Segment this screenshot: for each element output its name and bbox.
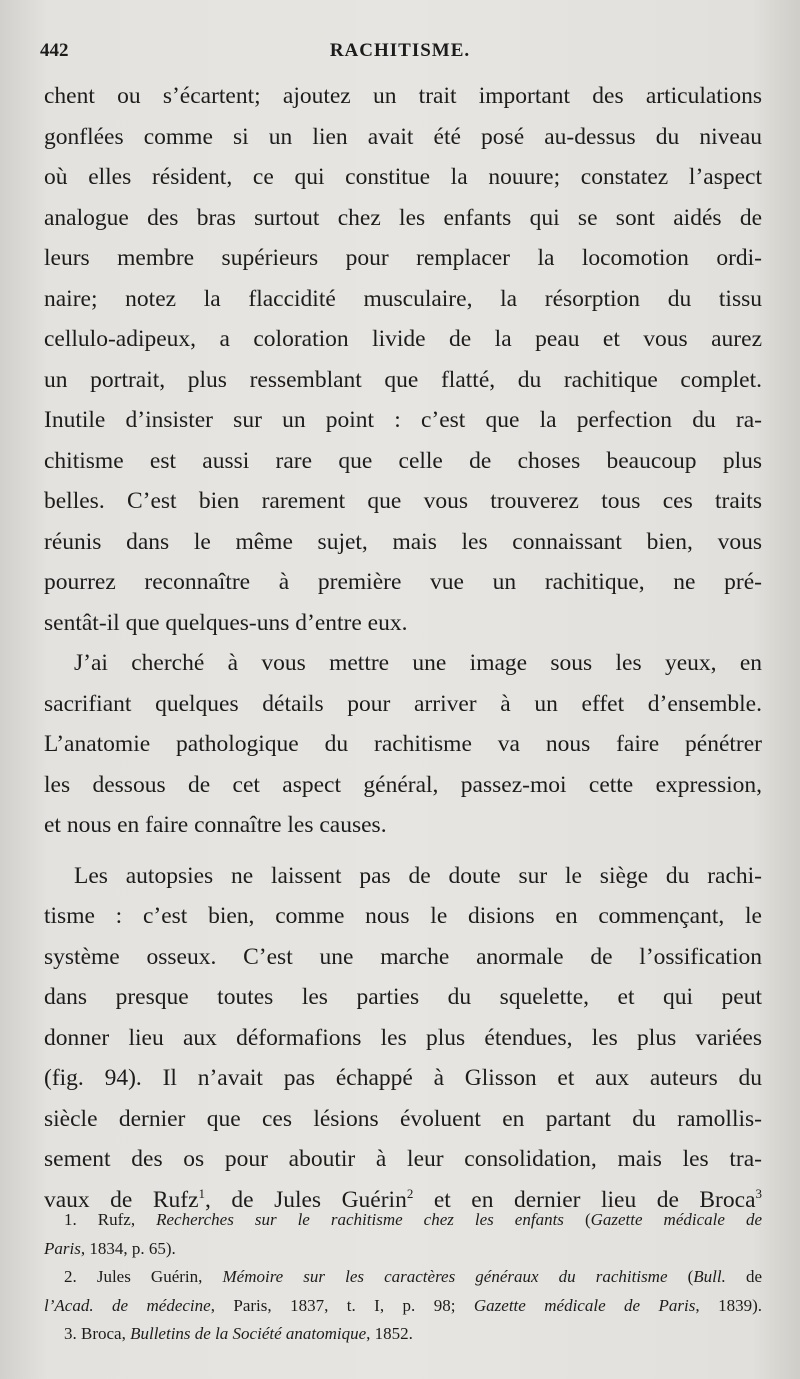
- text-line: sement des os pour aboutir à leur consolidation, mais les tra-: [44, 1146, 762, 1172]
- footnote-text: , 1834, p. 65).: [80, 1238, 176, 1258]
- text-line: siècle dernier que ces lésions évoluent en partant du ramollis-: [44, 1105, 762, 1132]
- text-line: réunis dans le même sujet, mais les connaissant bien, vous: [44, 528, 762, 555]
- footnote-2: [44, 1263, 762, 1292]
- text-fragment: , de Jules Guérin: [205, 1186, 407, 1213]
- text-line: donner lieu aux déformafions les plus étendues, les plus variées: [44, 1024, 762, 1051]
- text-line: Inutile d’insister sur un point : c’est que la perfection du ra-: [44, 407, 762, 433]
- text-line: analogue des bras surtout chez les enfants qui se sont aidés de: [44, 204, 762, 231]
- footnote-title: Paris: [44, 1238, 81, 1258]
- footnote-text: de: [725, 1267, 762, 1286]
- text-line: leurs membre supérieurs pour remplacer la locomotion ordi-: [44, 245, 762, 271]
- footnote-text: , Paris, 1837, t. I, p. 98;: [210, 1295, 474, 1315]
- footnote-3: [44, 1320, 762, 1349]
- footnote-title: Bull.: [693, 1267, 726, 1286]
- footnote-title: Gazette médicale de Paris: [473, 1295, 696, 1315]
- text-fragment: et en dernier lieu de Broca: [413, 1186, 756, 1213]
- footnote-text: , 1839).: [695, 1295, 762, 1315]
- footnote-text: 3. Broca,: [64, 1324, 131, 1343]
- footnote-1: [44, 1206, 762, 1235]
- text-line: belles. C’est bien rarement que vous trouverez tous ces traits: [44, 488, 762, 514]
- text-line: chent ou s’écartent; ajoutez un trait important des articulations: [44, 83, 762, 109]
- text-line: un portrait, plus ressemblant que flatté, du rachitique complet.: [44, 366, 762, 393]
- text-line: tisme : c’est bien, comme nous le disions en commençant, le: [44, 903, 762, 929]
- text-line: naire; notez la flaccidité musculaire, la résorption du tissu: [44, 285, 762, 312]
- text-line: cellulo-adipeux, a coloration livide de la peau et vous aurez: [44, 326, 762, 352]
- footnote-text: (: [563, 1210, 591, 1229]
- text-line: J’ai cherché à vous mettre une image sous les yeux, en: [74, 650, 762, 676]
- text-line: où elles résident, ce qui constitue la nouure; constatez l’aspect: [44, 164, 762, 190]
- text-line: dans presque toutes les parties du squelette, et qui peut: [44, 984, 762, 1010]
- footnote-ref: 2: [406, 1185, 414, 1201]
- text-line: gonflées comme si un lien avait été posé au-dessus du niveau: [44, 123, 762, 150]
- footnote-title: Gazette médicale de: [590, 1210, 762, 1229]
- footnote-text: (: [667, 1267, 694, 1286]
- text-line: pourrez reconnaître à première vue un rachitique, ne pré-: [44, 569, 762, 595]
- text-line: les dessous de cet aspect général, passez-moi cette expression,: [44, 771, 762, 798]
- text-line: (fig. 94). Il n’avait pas échappé à Glisson et aux auteurs du: [44, 1065, 762, 1091]
- page-number: 442: [40, 40, 69, 61]
- footnote-text: 2. Jules Guérin,: [64, 1267, 223, 1286]
- footnote-1-cont: [44, 1235, 762, 1264]
- footnote-title: Mémoire sur les caractères généraux du rachitisme: [222, 1267, 668, 1286]
- page-header: [40, 40, 760, 70]
- text-line: chitisme est aussi rare que celle de choses beaucoup plus: [44, 447, 762, 474]
- footnote-title: Bulletins de la Société anatomique: [130, 1324, 367, 1343]
- text-line: système osseux. C’est une marche anormale de l’ossification: [44, 943, 762, 970]
- footnote-title: l’Acad. de médecine: [44, 1295, 211, 1315]
- text-line: L’anatomie pathologique du rachitisme va nous faire pénétrer: [44, 731, 762, 757]
- body-text: [44, 76, 762, 1220]
- text-line: sacrifiant quelques détails pour arriver à un effet d’ensemble.: [44, 690, 762, 717]
- text-fragment: vaux de Rufz: [44, 1186, 199, 1213]
- footnote-ref: 3: [755, 1185, 762, 1201]
- footnote-text: 1. Rufz,: [64, 1210, 157, 1229]
- running-title: RACHITISME.: [329, 40, 471, 61]
- footnote-2-cont: [44, 1292, 762, 1321]
- footnote-text: , 1852.: [366, 1324, 413, 1343]
- text-line: sentât-il que quelques-uns d’entre eux.: [44, 609, 408, 636]
- footnote-title: Recherches sur le rachitisme chez les enfants: [156, 1210, 564, 1229]
- text-line: et nous en faire connaître les causes.: [44, 812, 387, 838]
- footnotes: [44, 1206, 762, 1349]
- footnote-ref: 1: [198, 1185, 206, 1201]
- text-line: Les autopsies ne laissent pas de doute sur le siège du rachi-: [74, 862, 762, 889]
